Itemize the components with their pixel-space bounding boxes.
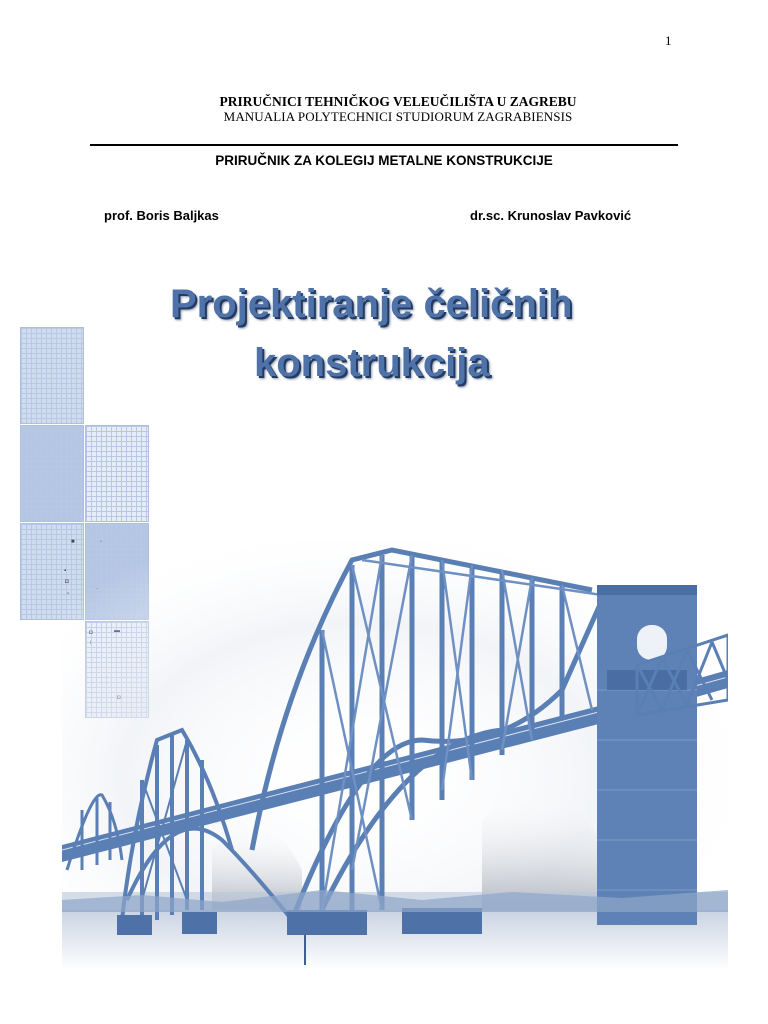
stone-tower <box>597 585 697 925</box>
grid-tile <box>85 425 149 522</box>
course-title: PRIRUČNIK ZA KOLEGIJ METALNE KONSTRUKCIJE <box>215 153 553 168</box>
bridge-illustration <box>62 540 728 970</box>
grid-tile <box>20 327 84 424</box>
main-title-line2: konstrukcija <box>254 341 490 385</box>
grid-tile <box>20 425 84 522</box>
series-subtitle: MANUALIA POLYTECHNICI STUDIORUM ZAGRABIENSIS <box>223 109 573 124</box>
main-title-line1: Projektiranje čeličnih <box>170 282 573 326</box>
series-title: PRIRUČNICI TEHNIČKOG VELEUČILIŠTA U ZAGREBU <box>219 94 577 109</box>
author-right: dr.sc. Krunoslav Pavković <box>470 208 632 223</box>
header-divider <box>90 144 678 146</box>
page-number: 1 <box>665 33 672 48</box>
author-left: prof. Boris Baljkas <box>104 208 219 223</box>
